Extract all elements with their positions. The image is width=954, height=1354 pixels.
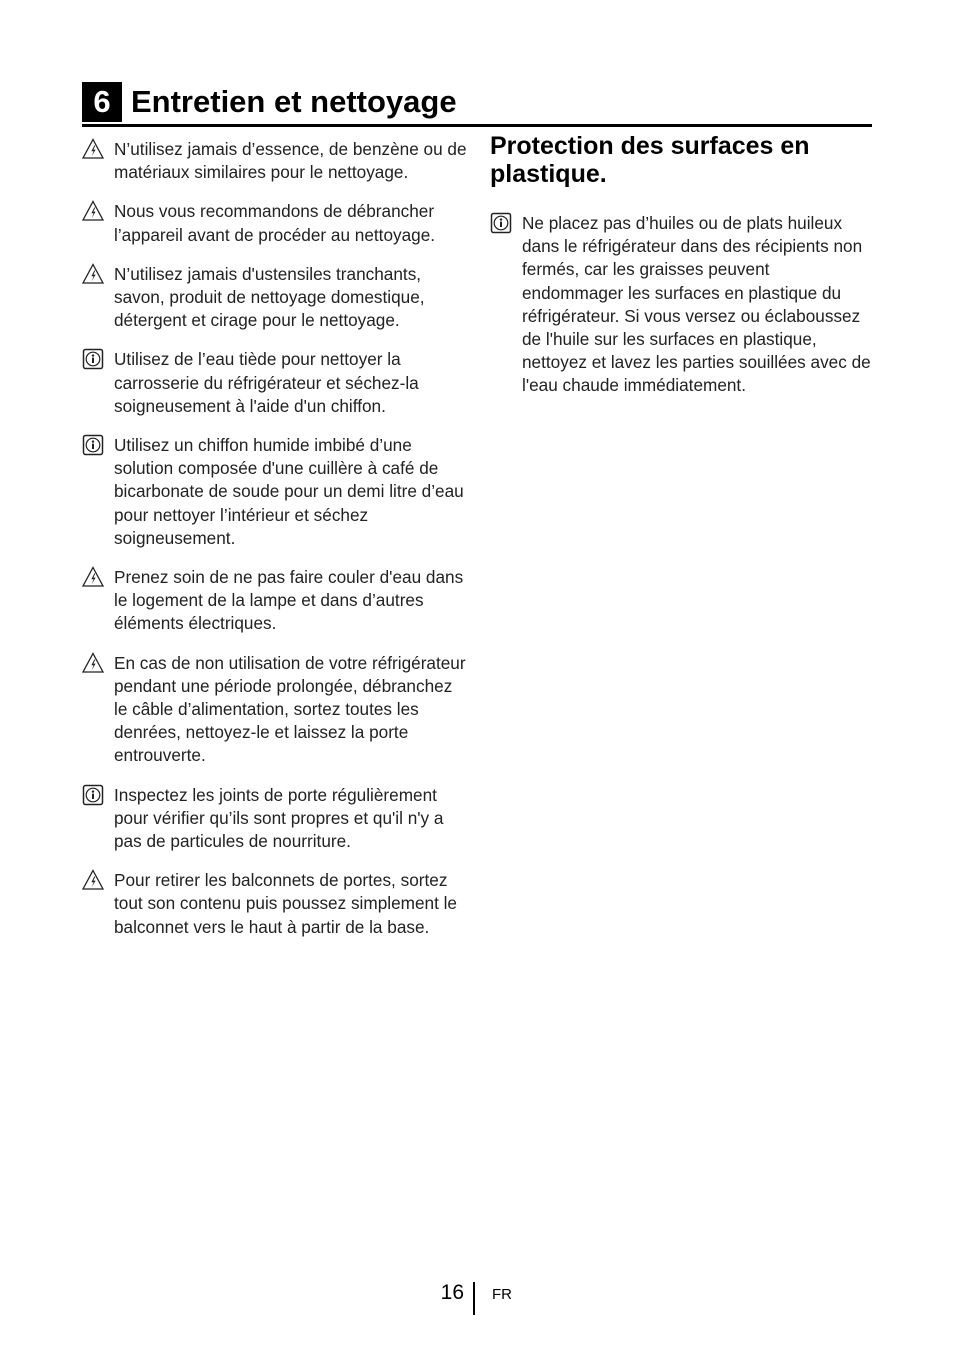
warning-icon xyxy=(82,869,104,891)
chapter-header xyxy=(82,82,872,127)
list-item xyxy=(82,348,467,418)
item-text: Nous vous recommandons de débrancher l’appareil avant de procéder au nettoyage. xyxy=(114,201,436,245)
item-text: Inspectez les joints de porte régulièrement pour vérifier qu’ils sont propres et qu'il n'y a pas de particules de nourriture. xyxy=(114,784,444,852)
list-item xyxy=(82,566,467,636)
list-item xyxy=(82,784,467,854)
page-title: Entretien et nettoyage xyxy=(131,84,457,119)
list-item xyxy=(82,652,467,768)
list-item xyxy=(82,138,467,184)
info-icon xyxy=(82,348,104,370)
warning-icon xyxy=(82,263,104,285)
warning-icon xyxy=(82,200,104,222)
chapter-number: 6 xyxy=(82,82,122,122)
page-footer xyxy=(0,1280,954,1320)
info-icon xyxy=(82,784,104,806)
language-code: FR xyxy=(492,1286,512,1303)
list-item xyxy=(490,212,875,398)
footer-divider xyxy=(473,1282,475,1315)
left-column xyxy=(82,138,467,939)
section-heading: Protection des surfaces en plastique. xyxy=(490,132,810,188)
list-item xyxy=(82,263,467,333)
list-item xyxy=(82,434,467,550)
item-text: Utilisez de l’eau tiède pour nettoyer la carrosserie du réfrigérateur et séchez-la soigneusement à l'aide d'un chiffon. xyxy=(114,349,419,416)
item-text: Ne placez pas d’huiles ou de plats huileux dans le réfrigérateur dans des récipients non fermés, car les graisses peuvent endommager les surfaces en plastique du réfrigérateur. Si vous versez ou éclaboussez de l'huile sur les surfaces en plastique, nettoyez et lavez les parties souillées avec de l'eau chaude immédiatement. xyxy=(522,213,871,396)
item-text: N’utilisez jamais d’essence, de benzène ou de matériaux similaires pour le nettoyage. xyxy=(114,139,467,183)
warning-icon xyxy=(82,652,104,674)
info-icon xyxy=(82,434,104,456)
warning-icon xyxy=(82,138,104,160)
info-icon xyxy=(490,212,512,234)
item-text: Prenez soin de ne pas faire couler d'eau dans le logement de la lampe et dans d’autres éléments électriques. xyxy=(114,567,464,634)
page-number: 16 xyxy=(440,1281,464,1304)
item-text: Pour retirer les balconnets de portes, sortez tout son contenu puis poussez simplement le balconnet vers le haut à partir de la base. xyxy=(114,870,457,937)
warning-icon xyxy=(82,566,104,588)
item-text: N’utilisez jamais d'ustensiles tranchants, savon, produit de nettoyage domestique, détergent et cirage pour le nettoyage. xyxy=(114,263,425,331)
right-column xyxy=(490,132,875,398)
item-text: En cas de non utilisation de votre réfrigérateur pendant une période prolongée, débranchez le câble d’alimentation, sortez toutes les denrées, nettoyez-le et laissez la porte entrouverte. xyxy=(114,652,466,766)
list-item xyxy=(82,200,467,246)
list-item xyxy=(82,869,467,939)
item-text: Utilisez un chiffon humide imbibé d’une solution composée d'une cuillère à café de bicarbonate de soude pour un demi litre d’eau pour nettoyer l’intérieur et séchez soigneusement. xyxy=(114,435,464,548)
